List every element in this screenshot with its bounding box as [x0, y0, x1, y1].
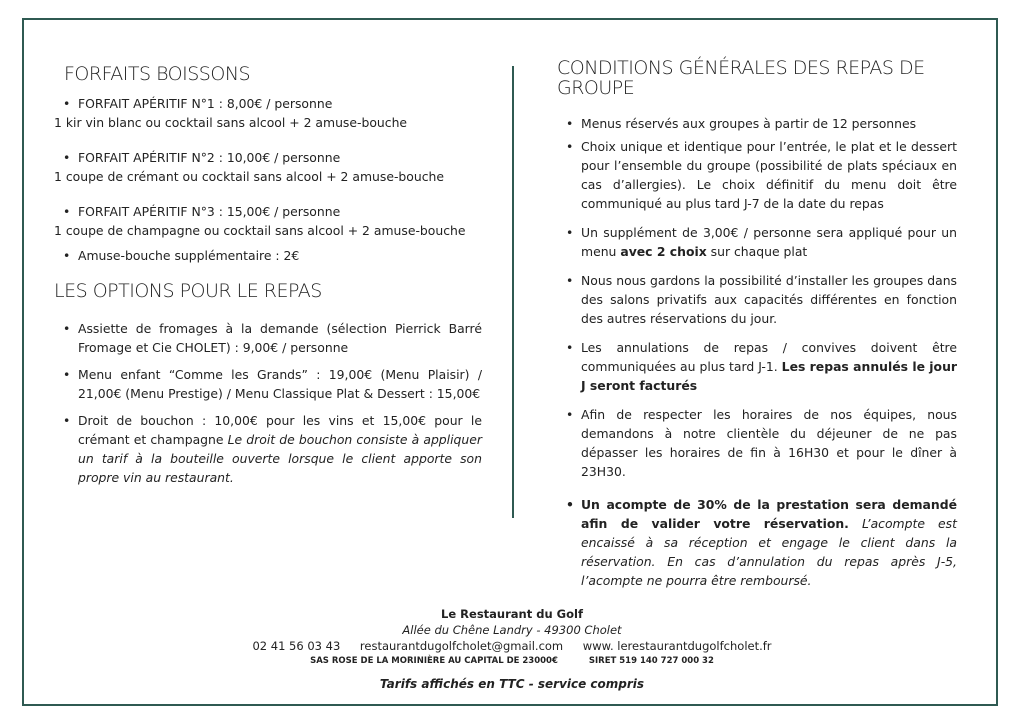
condition-text: Menus réservés aux groupes à partir de 12 personnes: [581, 116, 917, 131]
legal-line: [0, 654, 1024, 669]
option-cheese: [54, 319, 482, 357]
bullet-icon: •: [63, 413, 71, 428]
bullet-icon: •: [566, 225, 574, 240]
condition-cancellation: [557, 338, 957, 395]
drinks-title: FORFAITS BOISSONS: [64, 63, 251, 85]
bullet-icon: •: [566, 497, 574, 512]
conditions-title: CONDITIONS GÉNÉRALES DES REPAS DE GROUPE: [557, 57, 925, 99]
bullet-icon: •: [63, 150, 71, 165]
condition-text: sur chaque plat: [706, 244, 808, 259]
drink-package-3: [54, 202, 482, 221]
drink-package-1: [54, 94, 482, 113]
drink-package-2: [54, 148, 482, 167]
condition-text: Choix unique et identique pour l’entrée, le plat et le dessert pour l’ensemble du groupe (possibilité de plats spéciaux en cas d’allergies). Le choix définitif du menu doit être communiqué au plus tard J-7 de la date du repas: [581, 139, 957, 211]
condition-text: Afin de respecter les horaires de nos équipes, nous demandons à notre clientèle du déjeuner de ne pas dépasser les horaires de fin à 16H30 et pour le dîner à 23H30.: [581, 407, 957, 479]
bullet-icon: •: [63, 367, 71, 382]
condition-single-choice: [557, 137, 957, 213]
corkage-text: Droit de bouchon : 10,00€ pour les vins et 15,00€ pour le crémant et champagne: [78, 413, 482, 447]
drink-package-desc: 1 coupe de champagne ou cocktail sans alcool + 2 amuse-bouche: [54, 223, 466, 238]
bullet-icon: •: [63, 204, 71, 219]
condition-private-rooms: [557, 271, 957, 328]
pricing-note: Tarifs affichés en TTC - service compris: [379, 677, 645, 691]
condition-text: Un supplément de 3,00€ / personne sera appliqué pour un menu: [581, 225, 957, 259]
restaurant-address: Allée du Chêne Landry - 49300 Cholet: [402, 623, 622, 637]
condition-text: Les annulations de repas / convives doivent être communiquées au plus tard J-1.: [581, 340, 957, 374]
website-link: www. lerestaurantdugolfcholet.fr: [582, 639, 772, 653]
column-divider: [512, 66, 514, 518]
condition-deposit: [557, 495, 957, 590]
condition-emphasis: avec 2 choix: [620, 244, 707, 259]
condition-schedule: [557, 405, 957, 481]
corkage-explanation: Le droit de bouchon consiste à appliquer un tarif à la bouteille ouverte lorsque le client apporte son propre vin au restaurant.: [78, 432, 482, 485]
phone-number: 02 41 56 03 43: [252, 639, 341, 653]
condition-emphasis: Les repas annulés le jour J seront facturés: [581, 359, 957, 393]
bullet-icon: •: [63, 321, 71, 336]
email-address: restaurantdugolfcholet@gmail.com: [359, 639, 564, 653]
bullet-icon: •: [566, 273, 574, 288]
option-text: Menu enfant “Comme les Grands” : 19,00€ (Menu Plaisir) / 21,00€ (Menu Prestige) / Menu Classique Plat & Dessert : 15,00€: [78, 367, 482, 401]
deposit-details: L’acompte est encaissé à sa réception et engage le client dans la réservation. En cas d’annulation du repas après J-5, l’acompte ne pourra être remboursé.: [581, 516, 957, 588]
drink-package-desc: 1 coupe de crémant ou cocktail sans alcool + 2 amuse-bouche: [54, 169, 445, 184]
bullet-icon: •: [63, 96, 71, 111]
bullet-icon: •: [566, 407, 574, 422]
extra-label: Amuse-bouche supplémentaire : 2€: [78, 248, 300, 263]
bullet-icon: •: [63, 248, 71, 263]
bullet-icon: •: [566, 340, 574, 355]
bullet-icon: •: [566, 139, 574, 154]
option-kids-menu: [54, 365, 482, 403]
deposit-emphasis: Un acompte de 30% de la prestation sera demandé afin de valider votre réservation.: [581, 497, 957, 531]
contact-line: [0, 639, 1024, 654]
option-text: Assiette de fromages à la demande (sélection Pierrick Barré Fromage et Cie CHOLET) : 9,00€ / personne: [78, 321, 482, 355]
drink-package-desc: 1 kir vin blanc ou cocktail sans alcool + 2 amuse-bouche: [54, 115, 408, 130]
option-corkage: [54, 411, 482, 487]
bullet-icon: •: [566, 116, 574, 131]
amuse-bouche-extra: [54, 246, 482, 265]
drink-package-label: FORFAIT APÉRITIF N°3 : 15,00€ / personne: [78, 204, 341, 219]
drink-package-label: FORFAIT APÉRITIF N°2 : 10,00€ / personne: [78, 150, 341, 165]
condition-supplement: [557, 223, 957, 261]
condition-group-size: [557, 114, 957, 133]
condition-text: Nous nous gardons la possibilité d’installer les groupes dans des salons privatifs aux capacités différentes en fonction des autres réservations du jour.: [581, 273, 957, 326]
drink-package-label: FORFAIT APÉRITIF N°1 : 8,00€ / personne: [78, 96, 333, 111]
options-title: LES OPTIONS POUR LE REPAS: [54, 280, 322, 302]
right-column: [557, 58, 957, 590]
siret-number: SIRET 519 140 727 000 32: [588, 656, 714, 666]
left-column: [54, 64, 482, 487]
restaurant-name: Le Restaurant du Golf: [441, 607, 583, 621]
company-info: SAS ROSE DE LA MORINIÈRE AU CAPITAL DE 23000€: [310, 656, 558, 666]
